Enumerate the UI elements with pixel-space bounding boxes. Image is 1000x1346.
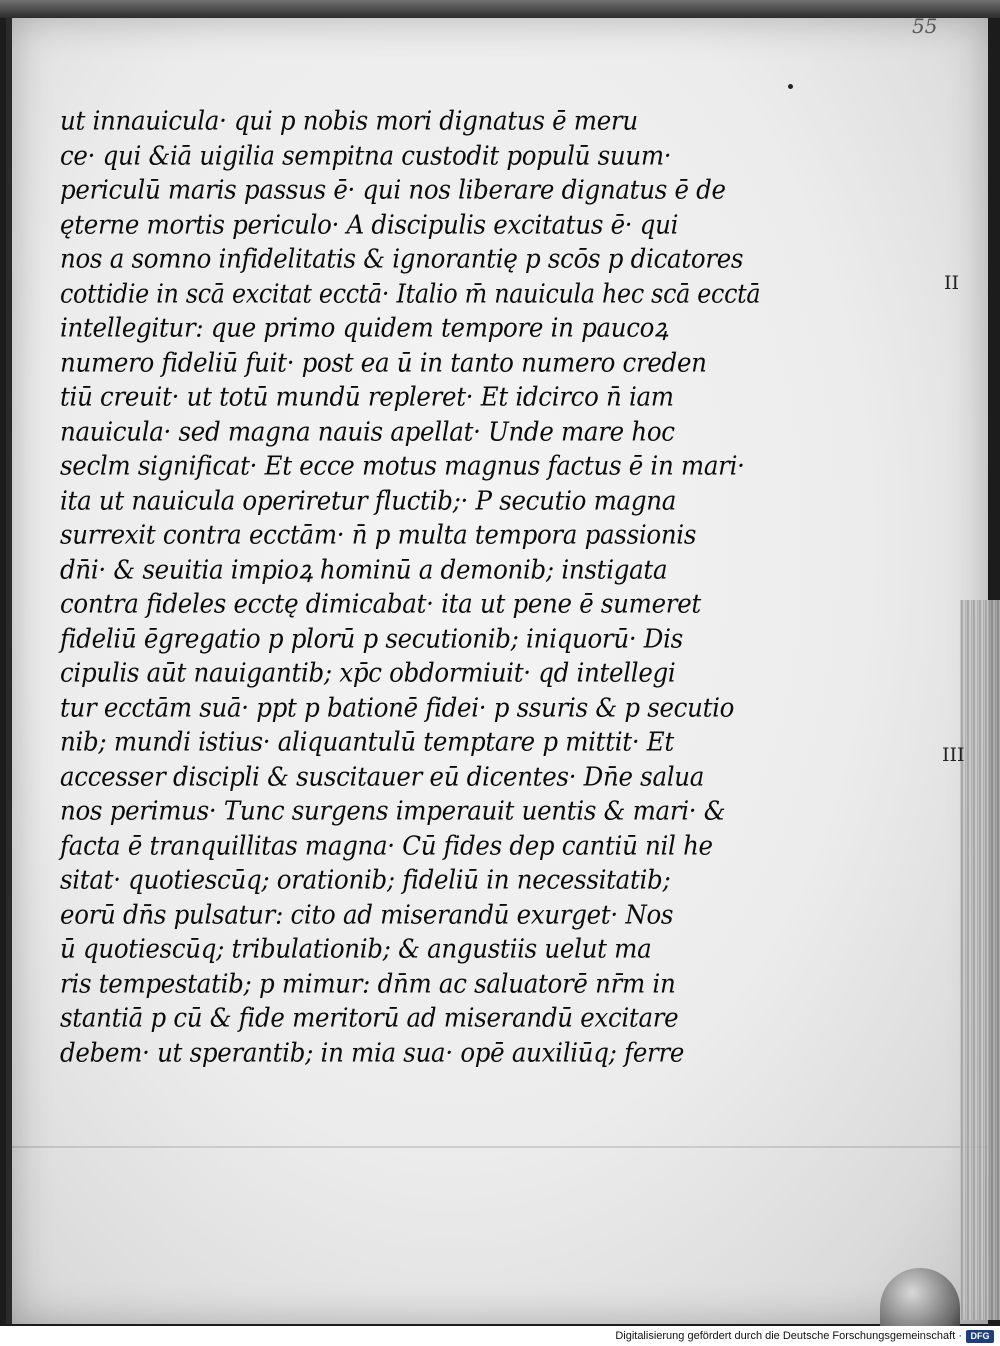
text-line: ut innauicula· qui p nobis mori dignatus ē meru [60,105,638,136]
text-line: tiū creuit· ut totū mundū repleret· Et idcirco n̄ iam [60,381,674,412]
page-edges [960,600,1000,1320]
folio-number: 55 [912,14,938,38]
text-line: ū quotiescūq; tribulationib; & angustiis uelut ma [60,933,652,964]
margin-note: II [944,272,960,294]
page-crease [12,1146,988,1148]
text-line: nauicula· sed magna nauis apellat· Unde mare hoc [60,415,675,447]
text-line: nib; mundi istius· aliquantulū temptare p mittit· Et [60,726,674,757]
text-line: accesser discipli & suscitauer eū dicentes· Dn̄e salua [60,760,705,792]
text-line: stantiā p cū & fide meritorū ad miserandū excitare [60,1002,679,1033]
text-line: periculū maris passus ē· qui nos liberare dignatus ē de [60,174,726,205]
dfg-logo: DFG [966,1330,994,1343]
margin-note: III [942,744,965,766]
text-line: cipulis aūt nauigantib; xp̄c obdormiuit· qd intellegi [60,657,676,688]
text-line: dn̄i· & seuitia impioꝝ hominū a demonib; instigata [60,553,668,585]
text-line: contra fideles ecctę dimicabat· ita ut pene ē sumeret [60,588,701,619]
text-line: intellegitur: que primo quidem tempore in paucoꝝ [60,312,668,343]
text-line: debem· ut sperantib; in mia sua· opē auxiliūq; ferre [60,1036,685,1068]
text-line: eorū dn̄s pulsatur: cito ad miserandū exurget· Nos [60,898,674,930]
text-line: ęterne mortis periculo· A discipulis excitatus ē· qui [60,208,679,240]
footer-text: Digitalisierung gefördert durch die Deutsche Forschungsgemeinschaft · [615,1330,962,1342]
footer-credit [0,1326,1000,1346]
text-line: nos perimus· Tunc surgens imperauit uentis & mari· & [60,795,726,826]
text-line: surrexit contra ecctām· n̄ p multa tempora passionis [60,519,697,550]
text-line: nos a somno infidelitatis & ignorantię p scōs p dicatores [60,243,744,274]
text-line: sitat· quotiescūq; orationib; fideliū in necessitatib; [60,864,671,895]
text-line: ce· qui &iā uigilia sempitna custodit populū suum· [60,139,672,171]
text-line: numero fideliū fuit· post ea ū in tanto numero creden [60,346,707,378]
text-line: tur ecctām suā· ppt p bationē fidei· p ssuris & p secutio [60,691,735,723]
ink-speck [788,84,793,89]
text-line: fideliū ēgregatio p plorū p secutionib; iniquorū· Dis [60,622,683,654]
text-line: cottidie in scā excitat ecctā· Italio m̄ nauicula hec scā ecctā [60,277,761,309]
text-line: facta ē tranquillitas magna· Cū fides dep cantiū nil he [60,829,713,861]
manuscript-text [60,104,760,1070]
text-line: ris tempestatib; p mimur: dn̄m ac saluatorē nr̄m in [60,967,676,999]
text-line: ita ut nauicula operiretur fluctib;· P secutio magna [60,484,677,516]
binding-shadow [0,0,1000,18]
text-line: seclm significat· Et ecce motus magnus factus ē in mari· [60,450,745,481]
